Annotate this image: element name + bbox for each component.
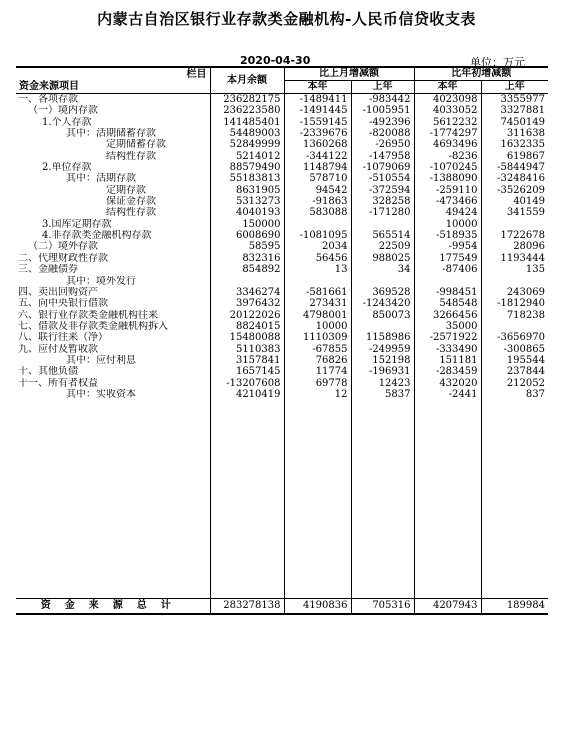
total-value: 4207943 xyxy=(414,599,481,615)
row-value: -300865 xyxy=(481,344,548,355)
row-label: 六、银行业存款类金融机构往来 xyxy=(18,309,158,321)
row-value: -1812940 xyxy=(481,298,548,309)
row-value: 177549 xyxy=(414,253,481,264)
row-value xyxy=(414,276,481,287)
row-label: 3.国库定期存款 xyxy=(42,218,112,230)
unit-label: 单位：万元 xyxy=(470,56,525,69)
row-value: -1079069 xyxy=(351,162,414,173)
row-value: -820088 xyxy=(351,128,414,139)
row-value: 328258 xyxy=(351,196,414,207)
row-value: -259110 xyxy=(414,185,481,196)
group-year-change: 比年初增减额 xyxy=(414,67,548,81)
row-value: 34 xyxy=(351,264,414,275)
row-value: -196931 xyxy=(351,366,414,377)
stub-header-top: 栏目 xyxy=(186,68,207,80)
row-value: -171280 xyxy=(351,207,414,218)
row-label: 四、卖出回购资产 xyxy=(18,286,98,298)
filler-cell xyxy=(414,400,481,599)
row-label: 定期存款 xyxy=(106,184,146,196)
row-label: 五、向中央银行借款 xyxy=(18,298,108,310)
row-value: 578710 xyxy=(284,173,351,184)
row-value: -87406 xyxy=(414,264,481,275)
row-value: -518935 xyxy=(414,230,481,241)
total-value: 705316 xyxy=(351,599,414,615)
table-row xyxy=(16,253,548,264)
row-label: 九、应付及暂收款 xyxy=(18,343,98,355)
row-value: -1005951 xyxy=(351,105,414,116)
table-row xyxy=(16,355,548,366)
row-label: 结构性存款 xyxy=(106,207,156,219)
row-value: 8631905 xyxy=(210,185,284,196)
row-value: 40149 xyxy=(481,196,548,207)
row-value: -9954 xyxy=(414,241,481,252)
row-value: 4693496 xyxy=(414,139,481,150)
row-value: 341559 xyxy=(481,207,548,218)
row-value: 619867 xyxy=(481,151,548,162)
row-value: 5612232 xyxy=(414,117,481,128)
table-row xyxy=(16,185,548,196)
row-value: -983442 xyxy=(351,94,414,106)
row-value: 52849999 xyxy=(210,139,284,150)
row-value: 35000 xyxy=(414,321,481,332)
total-value: 189984 xyxy=(481,599,548,615)
table-row xyxy=(16,287,548,298)
row-value: -26950 xyxy=(351,139,414,150)
row-value: 243069 xyxy=(481,287,548,298)
row-value: 56456 xyxy=(284,253,351,264)
row-label: 结构性存款 xyxy=(106,150,156,162)
row-value: 7450149 xyxy=(481,117,548,128)
total-value: 4190836 xyxy=(284,599,351,615)
row-label: 定期储蓄存款 xyxy=(106,139,166,151)
row-value: 988025 xyxy=(351,253,414,264)
total-label: 资金来源总计 xyxy=(16,599,210,615)
row-value: -283459 xyxy=(414,366,481,377)
row-value: -473466 xyxy=(414,196,481,207)
filler-cell xyxy=(210,400,284,599)
row-value: 4023098 xyxy=(414,94,481,106)
row-value: 1110309 xyxy=(284,332,351,343)
stub-header-bottom: 资金来源项目 xyxy=(19,80,79,92)
row-value: 5214012 xyxy=(210,151,284,162)
row-value: 850073 xyxy=(351,310,414,321)
row-value: 11774 xyxy=(284,366,351,377)
row-label: 其中：活期储蓄存款 xyxy=(66,128,156,140)
row-value: -581661 xyxy=(284,287,351,298)
col-year-this-year: 本年 xyxy=(414,81,481,94)
row-value: 22509 xyxy=(351,241,414,252)
row-label: 十一、所有者权益 xyxy=(18,377,98,389)
row-value: -1388090 xyxy=(414,173,481,184)
row-value: 5110383 xyxy=(210,344,284,355)
table-row xyxy=(16,105,548,116)
row-value: 195544 xyxy=(481,355,548,366)
credit-table xyxy=(16,66,548,615)
filler-cell xyxy=(284,400,351,599)
row-value: 12 xyxy=(284,389,351,400)
row-value: 4798001 xyxy=(284,310,351,321)
row-value: -8236 xyxy=(414,151,481,162)
row-value xyxy=(481,276,548,287)
row-label: 一、各项存款 xyxy=(18,94,78,105)
row-label: 三、金融债券 xyxy=(18,264,78,276)
table-header xyxy=(16,67,548,94)
row-value: 76826 xyxy=(284,355,351,366)
row-value: 49424 xyxy=(414,207,481,218)
table-row xyxy=(16,196,548,207)
table-row xyxy=(16,389,548,400)
row-value: -2571922 xyxy=(414,332,481,343)
row-value: -91863 xyxy=(284,196,351,207)
row-label: 其中：应付利息 xyxy=(66,354,136,366)
table-row xyxy=(16,378,548,389)
row-value: 1148794 xyxy=(284,162,351,173)
row-value: 565514 xyxy=(351,230,414,241)
row-value: 854892 xyxy=(210,264,284,275)
total-value: 283278138 xyxy=(210,599,284,615)
row-label: （二）境外存款 xyxy=(28,241,98,253)
row-value: 4040193 xyxy=(210,207,284,218)
table-row xyxy=(16,230,548,241)
table-row xyxy=(16,321,548,332)
row-value xyxy=(351,321,414,332)
row-value: -1081095 xyxy=(284,230,351,241)
row-value xyxy=(481,219,548,230)
filler-cell xyxy=(16,400,210,599)
row-value: 12423 xyxy=(351,378,414,389)
row-value: 6008690 xyxy=(210,230,284,241)
row-value: -3248416 xyxy=(481,173,548,184)
total-row xyxy=(16,599,548,615)
row-value: 548548 xyxy=(414,298,481,309)
row-value: 1360268 xyxy=(284,139,351,150)
row-value: 583088 xyxy=(284,207,351,218)
row-label: 其中：境外发行 xyxy=(66,275,136,287)
row-value: 212052 xyxy=(481,378,548,389)
row-value: 1632335 xyxy=(481,139,548,150)
row-value: 432020 xyxy=(414,378,481,389)
row-value: 3355977 xyxy=(481,94,548,106)
row-value: 20122026 xyxy=(210,310,284,321)
row-value: 13 xyxy=(284,264,351,275)
row-value: 94542 xyxy=(284,185,351,196)
row-value: 54489003 xyxy=(210,128,284,139)
row-value: 69778 xyxy=(284,378,351,389)
row-value: 5837 xyxy=(351,389,414,400)
row-value: 4033052 xyxy=(414,105,481,116)
row-value: -1070245 xyxy=(414,162,481,173)
row-value: -2441 xyxy=(414,389,481,400)
row-value xyxy=(351,276,414,287)
row-value: 1657145 xyxy=(210,366,284,377)
table-body xyxy=(16,94,548,615)
table-row xyxy=(16,276,548,287)
row-value: 4210419 xyxy=(210,389,284,400)
row-value: 151181 xyxy=(414,355,481,366)
row-value: 5313273 xyxy=(210,196,284,207)
row-value: -2339676 xyxy=(284,128,351,139)
row-value: 237844 xyxy=(481,366,548,377)
report-title: 内蒙古自治区银行业存款类金融机构-人民币信贷收支表 xyxy=(97,10,476,28)
row-value: 88579490 xyxy=(210,162,284,173)
row-value: 3327881 xyxy=(481,105,548,116)
row-value xyxy=(210,276,284,287)
row-value: -1243420 xyxy=(351,298,414,309)
table-row xyxy=(16,207,548,218)
row-value: 837 xyxy=(481,389,548,400)
row-value: -492396 xyxy=(351,117,414,128)
row-value: -1774297 xyxy=(414,128,481,139)
table-row xyxy=(16,94,548,106)
table-row xyxy=(16,128,548,139)
row-value: 1158986 xyxy=(351,332,414,343)
table-row xyxy=(16,310,548,321)
row-value: 58595 xyxy=(210,241,284,252)
row-value: 135 xyxy=(481,264,548,275)
row-label: 其中：活期存款 xyxy=(66,173,136,185)
row-value: 718238 xyxy=(481,310,548,321)
row-value: 150000 xyxy=(210,219,284,230)
row-value: -1559145 xyxy=(284,117,351,128)
filler-cell xyxy=(481,400,548,599)
row-value: 1193444 xyxy=(481,253,548,264)
row-label: 1.个人存款 xyxy=(42,116,92,128)
row-value: 369528 xyxy=(351,287,414,298)
row-value: 3346274 xyxy=(210,287,284,298)
row-value: -3656970 xyxy=(481,332,548,343)
table-row xyxy=(16,173,548,184)
row-value: 15480088 xyxy=(210,332,284,343)
table-row xyxy=(16,117,548,128)
table-row xyxy=(16,139,548,150)
col-month-this-year: 本年 xyxy=(284,81,351,94)
group-month-change: 比上月增减额 xyxy=(284,67,414,81)
row-value: 832316 xyxy=(210,253,284,264)
row-label: 其中：实收资本 xyxy=(66,388,136,400)
row-value: -249959 xyxy=(351,344,414,355)
row-value xyxy=(481,321,548,332)
table-row xyxy=(16,332,548,343)
row-label: 十、其他负债 xyxy=(18,366,78,378)
row-value: -510554 xyxy=(351,173,414,184)
row-label: 2.单位存款 xyxy=(42,162,92,174)
table-row xyxy=(16,366,548,377)
row-value: -333490 xyxy=(414,344,481,355)
row-value: 10000 xyxy=(414,219,481,230)
row-value: -147958 xyxy=(351,151,414,162)
row-value: 236223580 xyxy=(210,105,284,116)
row-value xyxy=(351,219,414,230)
row-value: -344122 xyxy=(284,151,351,162)
row-value xyxy=(284,276,351,287)
row-value: 28096 xyxy=(481,241,548,252)
table-row xyxy=(16,162,548,173)
row-value: 2034 xyxy=(284,241,351,252)
col-month-last-year: 上年 xyxy=(351,81,414,94)
report-date: 2020-04-30 xyxy=(240,54,311,67)
table-row xyxy=(16,298,548,309)
row-value: 10000 xyxy=(284,321,351,332)
row-value: 3976432 xyxy=(210,298,284,309)
row-value: -1489411 xyxy=(284,94,351,106)
row-label: 八、联行往来（净） xyxy=(18,332,108,344)
table-row xyxy=(16,264,548,275)
row-value: -13207608 xyxy=(210,378,284,389)
row-value: -998451 xyxy=(414,287,481,298)
row-value: 3157841 xyxy=(210,355,284,366)
row-label: 保证金存款 xyxy=(106,196,156,208)
row-value: -5844947 xyxy=(481,162,548,173)
col-year-last-year: 上年 xyxy=(481,81,548,94)
row-value: 152198 xyxy=(351,355,414,366)
table-row xyxy=(16,344,548,355)
row-value: -67855 xyxy=(284,344,351,355)
row-label: 4.非存款类金融机构存款 xyxy=(42,230,152,242)
stub-header xyxy=(16,67,210,94)
table-row xyxy=(16,151,548,162)
row-label: 七、借款及非存款类金融机构拆入 xyxy=(18,320,168,332)
row-value: 236282175 xyxy=(210,94,284,106)
row-label: （一）境内存款 xyxy=(28,105,98,117)
col-month-balance: 本月余额 xyxy=(210,67,284,94)
row-value: -1491445 xyxy=(284,105,351,116)
row-value: 8824015 xyxy=(210,321,284,332)
table-row xyxy=(16,241,548,252)
row-value: 141485401 xyxy=(210,117,284,128)
row-value: 55183813 xyxy=(210,173,284,184)
row-label: 二、代理财政性存款 xyxy=(18,252,108,264)
row-value: 3266456 xyxy=(414,310,481,321)
row-value: 273431 xyxy=(284,298,351,309)
filler-cell xyxy=(351,400,414,599)
row-value: -3526209 xyxy=(481,185,548,196)
filler-row xyxy=(16,400,548,599)
table-row xyxy=(16,219,548,230)
row-value: 1722678 xyxy=(481,230,548,241)
row-value: 311638 xyxy=(481,128,548,139)
row-value: -372594 xyxy=(351,185,414,196)
row-value xyxy=(284,219,351,230)
